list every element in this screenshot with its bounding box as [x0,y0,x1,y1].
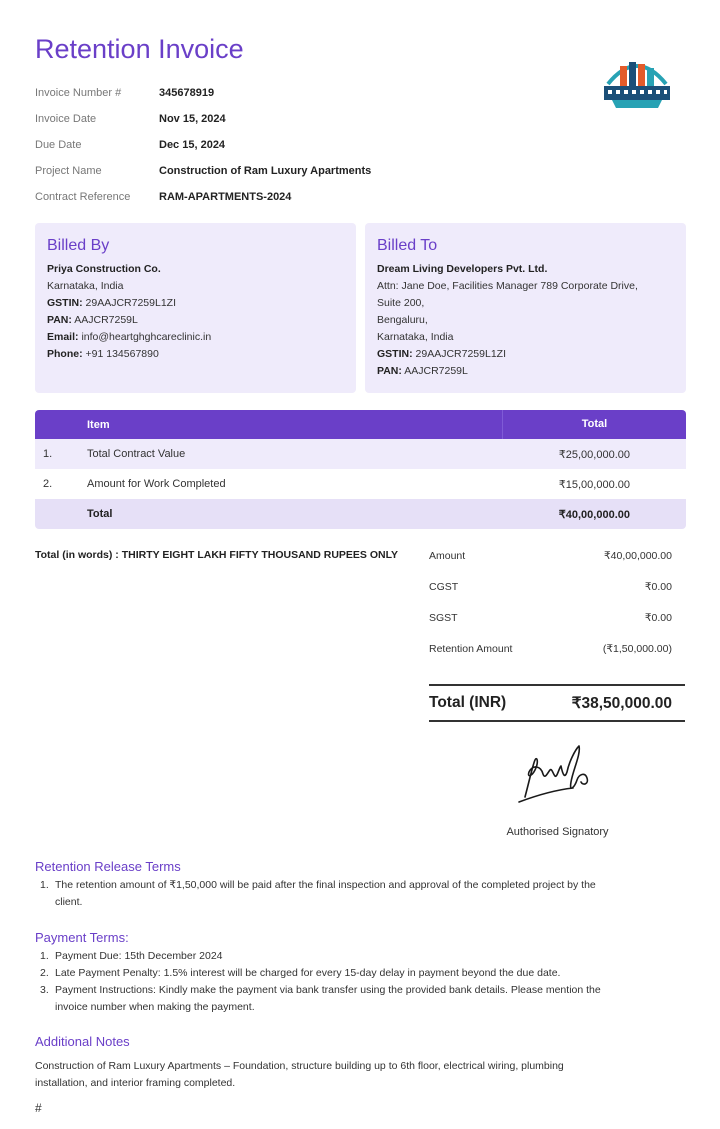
list-item: 2. Late Payment Penalty: 1.5% interest will be charged for every 15-day delay in payment beyond the due date. [40,967,561,979]
total-in-words: Total (in words) : THIRTY EIGHT LAKH FIFTY THOUSAND RUPEES ONLY [35,549,399,561]
additional-notes-text: Construction of Ram Luxury Apartments – Foundation, structure building up to 6th floor, electrical wiring, plumbing installation, and interior framing completed. [35,1060,564,1089]
footer-mark: # [35,1101,42,1115]
grand-total-label: Total (INR) [429,694,507,711]
invoice-title: Retention Invoice [35,34,244,64]
summary-label: Retention Amount [429,642,513,655]
payment-terms-title: Payment Terms: [35,930,129,945]
billed-to-card [365,223,686,393]
billed-to-gstin: GSTIN: 29AAJCR7259L1ZI [377,348,506,360]
summary-value: (₹1,50,000.00) [602,642,672,655]
billed-to-location: Karnataka, India [377,331,454,343]
summary-grand-total [429,684,685,722]
summary-value: ₹40,00,000.00 [604,549,672,562]
meta-row-project-name [35,158,595,184]
signature-label: Authorised Signatory [506,826,609,838]
meta-value: 34567891​9 [159,87,215,99]
grand-total-value: ₹38,50,000.00 [571,694,672,712]
meta-label: Invoice Date [35,113,97,125]
meta-row-contract-reference [35,184,595,210]
billed-by-phone: Phone: +91 134567890 [47,348,159,360]
summary-divider [551,686,553,720]
payment-terms-list [40,948,685,1016]
row-item: Total Contract Value [87,448,186,460]
summary-value: ₹0.00 [644,580,672,593]
table-total-row [35,499,686,529]
summary-row-cgst [429,571,685,602]
retention-terms-title: Retention Release Terms [35,859,181,874]
additional-notes-title: Additional Notes [35,1034,130,1049]
meta-row-invoice-number [35,80,595,106]
retention-terms-list [40,877,685,911]
billed-by-pan: PAN: AAJCR7259L [47,314,138,326]
meta-value: RAM-APARTMENTS-2024 [159,191,292,203]
billed-by-gstin: GSTIN: 29AAJCR7259L1ZI [47,297,176,309]
summary-label: CGST [429,580,459,593]
row-number: 1. [43,448,53,460]
billed-to-attn: Attn: Jane Doe, Facilities Manager 789 Corporate Drive, [377,280,638,292]
row-number: 2. [43,478,53,490]
list-item: 1. The retention amount of ₹1,50,000 will be paid after the final inspection and approval of the completed project by the client. [40,879,596,908]
meta-value: Dec 15, 2024 [159,139,226,151]
list-item: 3. Payment Instructions: Kindly make the payment via bank transfer using the provided bank details. Please mention the invoice number when making the payment. [40,984,601,1013]
meta-label: Due Date [35,139,82,151]
billed-by-email: Email: info@heartghghcareclinic.in [47,331,212,343]
meta-value: Nov 15, 2024 [159,113,226,125]
billed-by-location: Karnataka, India [47,280,124,292]
billed-to-suite: Suite 200, [377,297,425,309]
summary-label: Amount [429,549,466,562]
meta-label: Invoice Number # [35,87,122,99]
billed-by-name: Priya Construction Co. [47,263,161,275]
meta-row-due-date [35,132,595,158]
table-row [35,469,686,499]
meta-value: Construction of Ram Luxury Apartments [159,165,372,177]
summary-row-amount [429,540,685,571]
meta-label: Contract Reference [35,191,131,203]
billed-to-pan: PAN: AAJCR7259L [377,365,468,377]
construction-building-logo-icon [598,50,676,116]
total-value: ₹40,00,000.00 [558,508,630,521]
meta-row-invoice-date [35,106,595,132]
header-total: Total [502,410,686,439]
meta-label: Project Name [35,165,102,177]
billed-to-heading: Billed To [377,237,438,254]
summary-table [429,540,685,722]
row-item: Amount for Work Completed [87,478,226,490]
items-table [35,410,686,529]
invoice-meta [35,80,595,210]
summary-row-sgst [429,602,685,633]
billed-to-name: Dream Living Developers Pvt. Ltd. [377,263,548,275]
summary-row-retention [429,633,685,664]
billed-by-heading: Billed By [47,237,110,254]
list-item: 1. Payment Due: 15th December 2024 [40,950,223,962]
total-label: Total [87,508,113,520]
billed-by-card [35,223,356,393]
summary-label: SGST [429,611,458,624]
summary-value: ₹0.00 [644,611,672,624]
table-row [35,439,686,469]
row-total: ₹15,00,000.00 [558,478,630,491]
billed-to-city: Bengaluru, [377,314,428,326]
handwritten-signature-icon [515,742,600,812]
items-table-header [35,410,686,439]
row-total: ₹25,00,000.00 [558,448,630,461]
header-item: Item [87,418,110,431]
